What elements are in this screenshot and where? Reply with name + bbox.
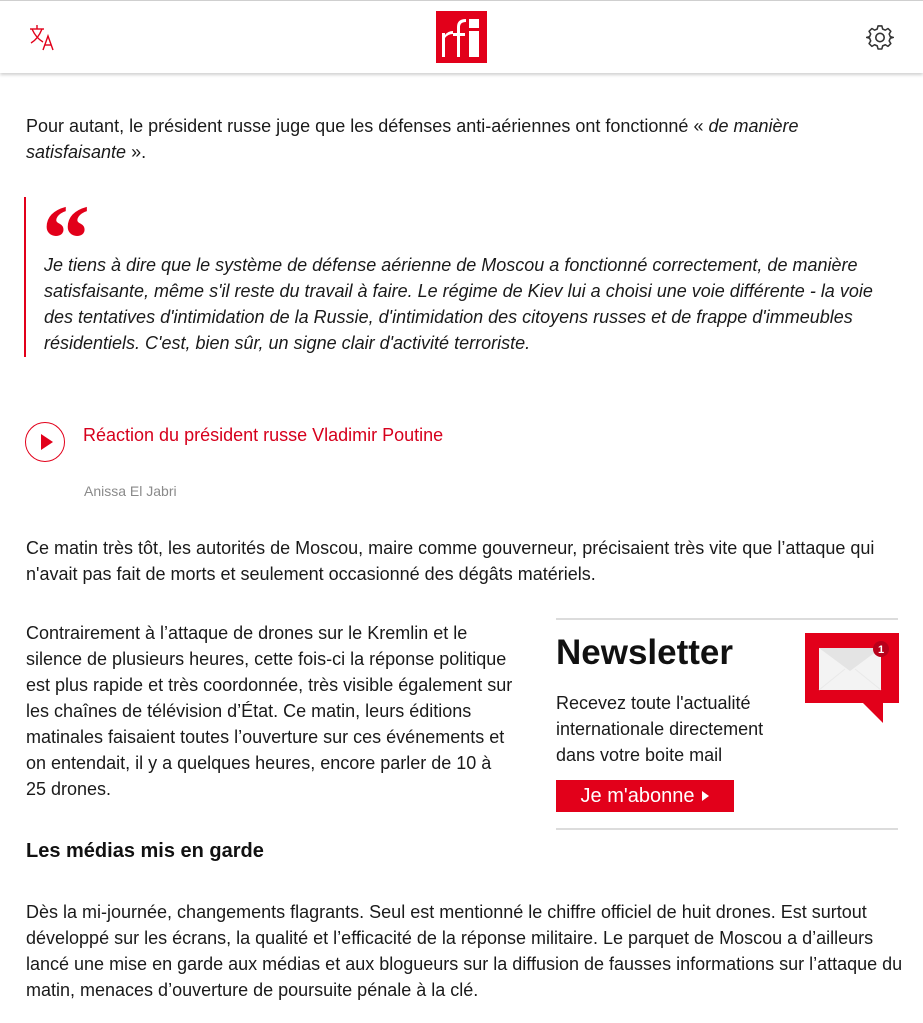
mail-icon [805,633,899,725]
intro-end: ». [126,142,147,162]
newsletter-divider-bottom [556,828,898,830]
quote-mark-icon: “ [42,185,90,292]
quote-text: Je tiens à dire que le système de défense aérienne de Moscou a fonctionné correctement, de manière satisfaisante, même s'il reste du travail à faire. Le régime de Kiev lui a choisi une voie différente - la voie des tentatives d'intimidation de la Russie, d'intimidation des citoyens russes et de frappe d'immeubles résidentiels. C'est, bien sûr, un signe clair d'activité terroriste. [44,255,873,353]
intro-text: Pour autant, le président russe juge que les défenses anti-aériennes ont fonctionné « [26,116,709,136]
audio-title-link[interactable]: Réaction du président russe Vladimir Poutine [83,425,444,445]
newsletter-description: Recevez toute l'actualité internationale directement dans votre boite mail [556,693,764,765]
newsletter-divider-top [556,618,898,620]
paragraph-3: Contrairement à l’attaque de drones sur le Kremlin et le silence de plusieurs heures, cette fois-ci la réponse politique est plus rapide et très coordonnée, très visible également sur les chaînes de télévision d’État. Ce matin, leurs éditions matinales faisaient toutes l’ouverture sur ces événements et on entendait, il y a quelques heures, encore parler de 10 à 25 drones. [26,623,513,799]
top-bar [0,0,923,73]
translate-icon[interactable] [28,23,58,53]
caret-right-icon [702,791,709,801]
intro-italic-quote: de manière satisfaisante [26,116,799,162]
subscribe-button[interactable] [556,780,734,812]
gear-icon[interactable] [866,24,894,52]
rfi-logo-mark [436,11,487,63]
paragraph-4: Dès la mi-journée, changements flagrants. Seul est mentionné le chiffre officiel de huit drones. Est surtout développé sur les écrans, la qualité et l’efficacité de la réponse militaire. Le parquet de Moscou a d’ailleurs lancé une mise en garde aux médias et aux blogueurs sur la diffusion de fausses informations sur l’attaque du matin, menaces d’ouverture de poursuite pénale à la clé. [26,902,903,1000]
audio-author: Anissa El Jabri [84,483,177,499]
intro-paragraph [26,113,896,165]
play-button[interactable] [25,422,65,462]
paragraph-2: Ce matin très tôt, les autorités de Moscou, maire comme gouverneur, précisaient très vite que l’attaque qui n'avait pas fait de morts et seulement occasionné des dégâts matériels. [26,538,875,584]
notification-badge: 1 [877,644,885,656]
rfi-logo[interactable] [436,11,487,63]
blockquote [24,185,886,357]
subscribe-button-label: Je m'abonne [580,785,695,807]
section-heading: Les médias mis en garde [26,840,264,862]
newsletter-title: Newsletter [556,633,734,672]
